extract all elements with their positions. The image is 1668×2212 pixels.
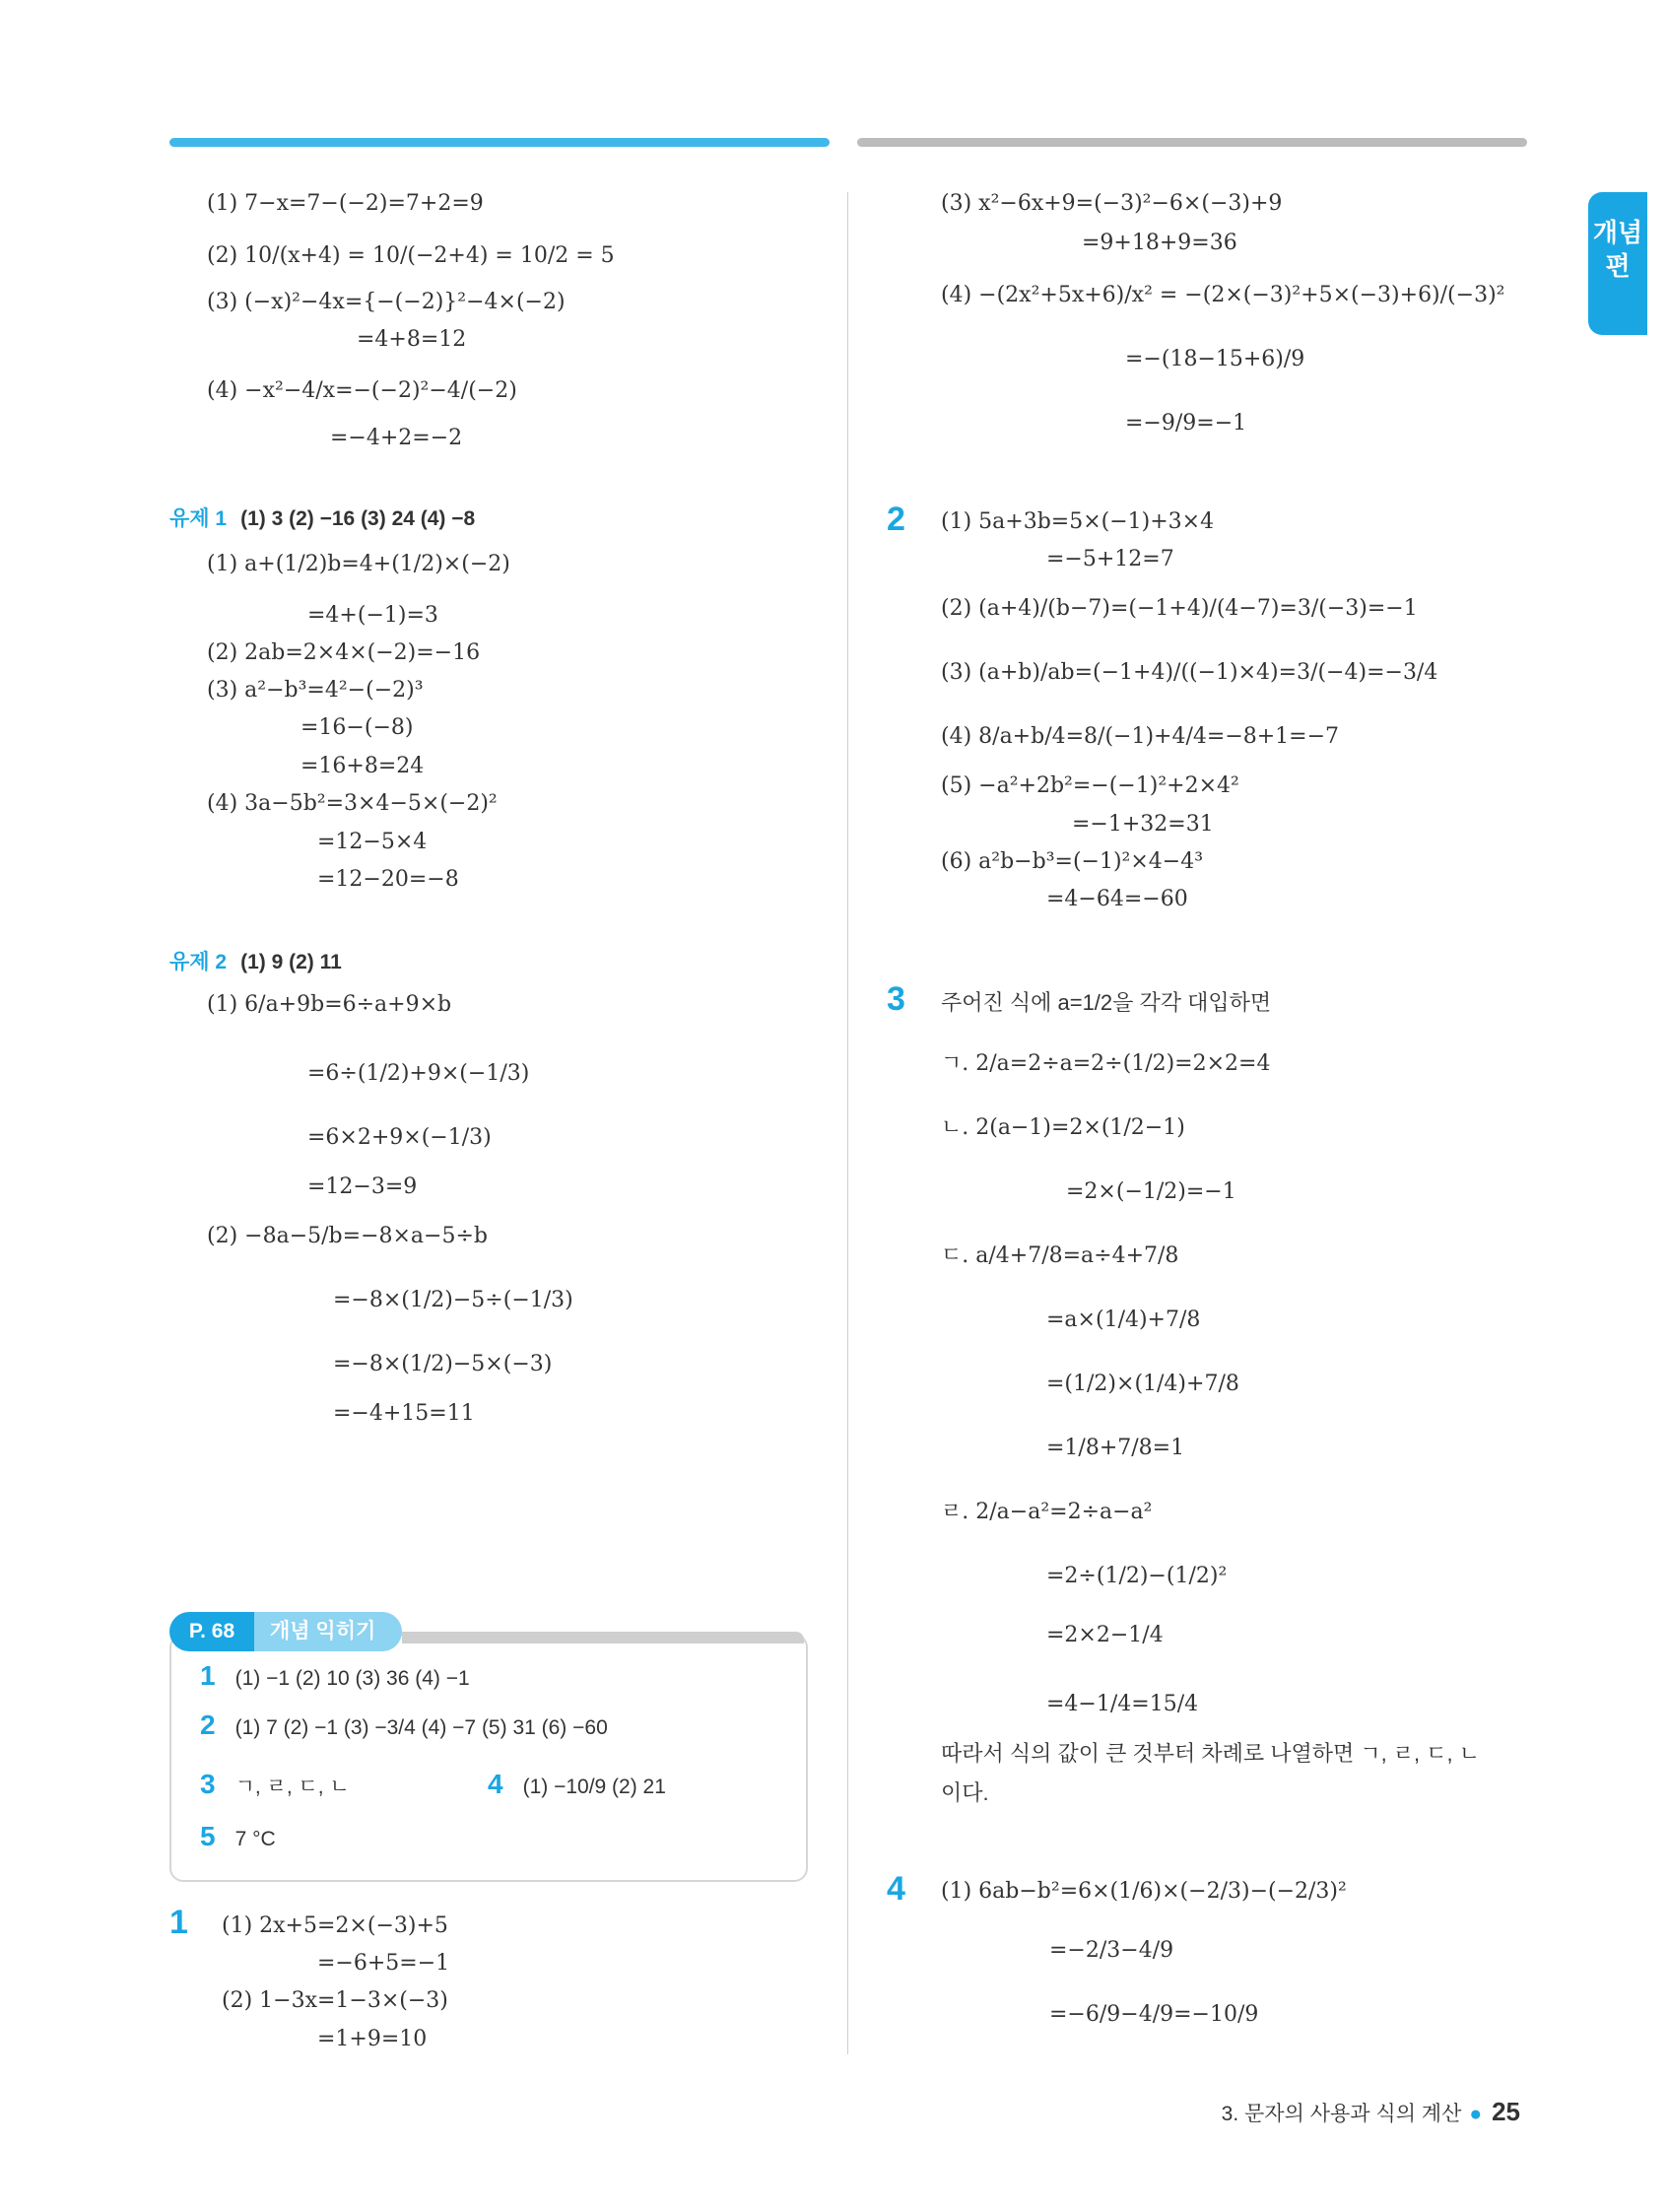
row-number: 5 bbox=[200, 1821, 216, 1851]
header-bar-right bbox=[857, 138, 1527, 147]
math-line: (2) 1−3x=1−3×(−3) bbox=[222, 1988, 448, 2013]
yuje2-answer-text: (1) 9 (2) 11 bbox=[240, 951, 342, 973]
math-line: (1) 7−x=7−(−2)=7+2=9 bbox=[207, 191, 484, 216]
math-line: =−(18−15+6)/9 bbox=[1125, 347, 1305, 371]
math-line: (2) 2ab=2×4×(−2)=−16 bbox=[207, 640, 481, 665]
math-line: =−8×(1/2)−5÷(−1/3) bbox=[333, 1288, 573, 1312]
page-number: 25 bbox=[1492, 2097, 1520, 2126]
math-line: =(1/2)×(1/4)+7/8 bbox=[1046, 1372, 1239, 1396]
question-intro: 주어진 식에 a=1/2을 각각 대입하면 bbox=[941, 990, 1272, 1015]
concept-row bbox=[488, 1769, 666, 1800]
math-line: (4) 8/a+b/4=8/(−1)+4/4=−8+1=−7 bbox=[941, 724, 1340, 749]
math-line: (2) 10/(x+4) = 10/(−2+4) = 10/2 = 5 bbox=[207, 243, 615, 268]
math-line: (3) (−x)²−4x={−(−2)}²−4×(−2) bbox=[207, 290, 566, 314]
yuje1-answer-text: (1) 3 (2) −16 (3) 24 (4) −8 bbox=[240, 507, 476, 530]
math-line: =2×(−1/2)=−1 bbox=[1066, 1179, 1236, 1204]
math-line: =a×(1/4)+7/8 bbox=[1046, 1307, 1201, 1332]
row-text: (1) −1 (2) 10 (3) 36 (4) −1 bbox=[234, 1667, 470, 1690]
header-strip bbox=[402, 1632, 804, 1643]
math-line: =−5+12=7 bbox=[1046, 547, 1174, 571]
math-line: =6×2+9×(−1/3) bbox=[307, 1125, 492, 1150]
math-line: (1) 6ab−b²=6×(1/6)×(−2/3)−(−2/3)² bbox=[941, 1879, 1347, 1904]
math-line: =6÷(1/2)+9×(−1/3) bbox=[307, 1061, 530, 1086]
concept-row bbox=[200, 1660, 470, 1692]
math-line: (3) (a+b)/ab=(−1+4)/((−1)×4)=3/(−4)=−3/4 bbox=[941, 660, 1438, 685]
math-line: (3) a²−b³=4²−(−2)³ bbox=[207, 678, 424, 703]
yuje2-answers bbox=[169, 946, 342, 975]
math-line: (1) a+(1/2)b=4+(1/2)×(−2) bbox=[207, 552, 510, 576]
row-text: ㄱ, ㄹ, ㄷ, ㄴ bbox=[234, 1776, 350, 1798]
math-line: (1) 6/a+9b=6÷a+9×b bbox=[207, 992, 452, 1017]
column-divider bbox=[847, 192, 848, 2054]
math-line: =−4+15=11 bbox=[333, 1401, 475, 1426]
row-number: 4 bbox=[488, 1769, 503, 1799]
math-line: =2×2−1/4 bbox=[1046, 1623, 1164, 1647]
math-line: =−8×(1/2)−5×(−3) bbox=[333, 1352, 553, 1376]
yuje1-tag: 유제 1 bbox=[169, 507, 228, 530]
math-line: ㄴ. 2(a−1)=2×(1/2−1) bbox=[941, 1115, 1185, 1140]
chapter-title: 3. 문자의 사용과 식의 계산 bbox=[1221, 2103, 1462, 2125]
math-line: ㄱ. 2/a=2÷a=2÷(1/2)=2×2=4 bbox=[941, 1051, 1271, 1076]
math-line: (2) −8a−5/b=−8×a−5÷b bbox=[207, 1224, 488, 1248]
yuje2-tag: 유제 2 bbox=[169, 951, 228, 973]
question-number: 4 bbox=[887, 1870, 905, 1908]
concept-row bbox=[200, 1709, 608, 1741]
header-bar-left bbox=[169, 138, 830, 147]
math-line: (4) −x²−4/x=−(−2)²−4/(−2) bbox=[207, 378, 517, 403]
math-line: (4) 3a−5b²=3×4−5×(−2)² bbox=[207, 791, 498, 816]
math-line: =4−64=−60 bbox=[1046, 887, 1188, 911]
math-line: ㄷ. a/4+7/8=a÷4+7/8 bbox=[941, 1243, 1179, 1268]
row-number: 3 bbox=[200, 1769, 216, 1799]
math-line: (4) −(2x²+5x+6)/x² = −(2×(−3)²+5×(−3)+6)/(−3)² bbox=[941, 283, 1505, 307]
math-line: =2÷(1/2)−(1/2)² bbox=[1046, 1564, 1228, 1588]
math-line: (1) 2x+5=2×(−3)+5 bbox=[222, 1913, 448, 1938]
conclusion: 따라서 식의 값이 큰 것부터 차례로 나열하면 ㄱ, ㄹ, ㄷ, ㄴ bbox=[941, 1741, 1481, 1766]
math-line: =−1+32=31 bbox=[1072, 812, 1214, 837]
math-line: =4−1/4=15/4 bbox=[1046, 1692, 1199, 1716]
math-line: =16−(−8) bbox=[300, 715, 414, 740]
question-number: 1 bbox=[169, 1904, 188, 1941]
math-line: (3) x²−6x+9=(−3)²−6×(−3)+9 bbox=[941, 191, 1283, 216]
math-line: (5) −a²+2b²=−(−1)²+2×4² bbox=[941, 773, 1239, 798]
row-number: 1 bbox=[200, 1660, 216, 1691]
math-line: =1/8+7/8=1 bbox=[1046, 1436, 1185, 1460]
math-line: =9+18+9=36 bbox=[1082, 231, 1237, 255]
row-text: (1) −10/9 (2) 21 bbox=[522, 1776, 666, 1798]
side-tab: 개념편 bbox=[1588, 192, 1647, 335]
row-text: 7 °C bbox=[234, 1828, 276, 1850]
concept-box-header bbox=[169, 1612, 804, 1651]
math-line: =12−20=−8 bbox=[317, 867, 459, 892]
math-line: =−2/3−4/9 bbox=[1049, 1938, 1174, 1963]
math-line: =12−3=9 bbox=[307, 1174, 418, 1199]
concept-title: 개념 익히기 bbox=[254, 1612, 402, 1651]
math-line: (6) a²b−b³=(−1)²×4−4³ bbox=[941, 849, 1204, 874]
row-number: 2 bbox=[200, 1709, 216, 1740]
math-line: ㄹ. 2/a−a²=2÷a−a² bbox=[941, 1500, 1153, 1524]
math-line: =1+9=10 bbox=[317, 2027, 428, 2051]
question-number: 2 bbox=[887, 501, 905, 538]
math-line: =16+8=24 bbox=[300, 754, 425, 778]
math-line: =4+(−1)=3 bbox=[307, 603, 438, 628]
question-number: 3 bbox=[887, 980, 905, 1018]
math-line: (1) 5a+3b=5×(−1)+3×4 bbox=[941, 509, 1215, 534]
concept-row bbox=[200, 1769, 350, 1800]
math-line: =−6+5=−1 bbox=[317, 1951, 450, 1976]
math-line: =12−5×4 bbox=[317, 830, 428, 854]
math-line: =−6/9−4/9=−10/9 bbox=[1049, 2002, 1259, 2027]
math-line: =4+8=12 bbox=[357, 327, 467, 352]
concept-page-tag: P. 68 bbox=[169, 1612, 254, 1651]
math-line: (2) (a+4)/(b−7)=(−1+4)/(4−7)=3/(−3)=−1 bbox=[941, 596, 1418, 621]
math-line: =−9/9=−1 bbox=[1125, 411, 1247, 436]
math-line: =−4+2=−2 bbox=[330, 426, 463, 450]
concept-row bbox=[200, 1821, 276, 1852]
page-footer bbox=[1222, 2097, 1520, 2127]
row-text: (1) 7 (2) −1 (3) −3/4 (4) −7 (5) 31 (6) −60 bbox=[234, 1716, 608, 1739]
conclusion: 이다. bbox=[941, 1780, 989, 1805]
bullet-icon: ● bbox=[1469, 2103, 1483, 2125]
yuje1-answers bbox=[169, 503, 475, 532]
